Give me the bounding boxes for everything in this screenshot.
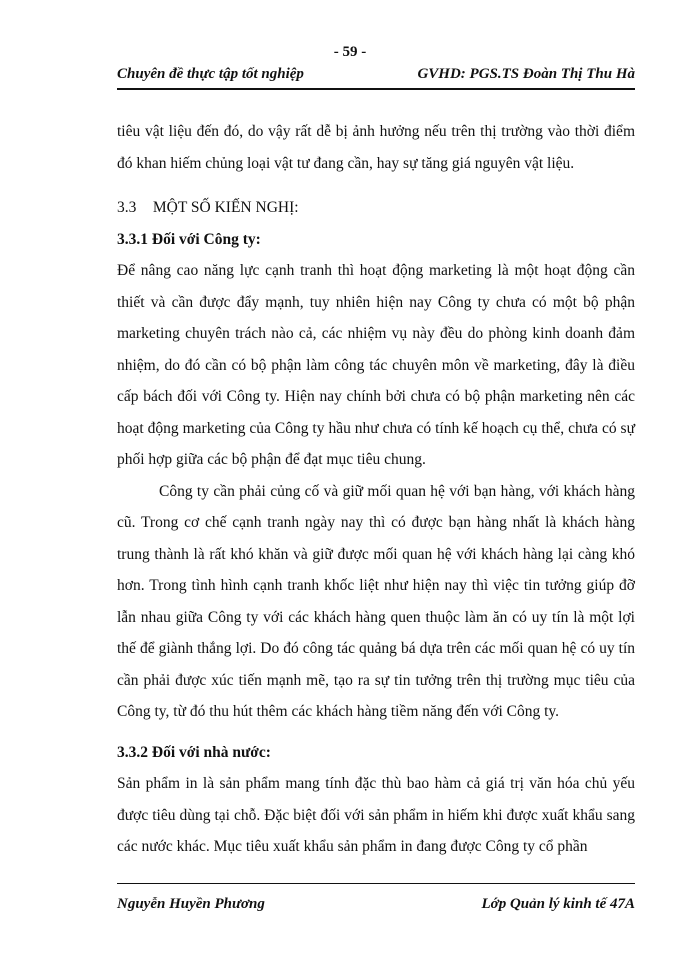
footer-class: Lớp Quản lý kinh tế 47A (481, 896, 635, 912)
footer-author: Nguyễn Huyền Phương (117, 896, 265, 912)
subsection-heading-company: 3.3.1 Đối với Công ty: (117, 230, 261, 248)
paragraph-state-1: Sản phẩm in là sản phẩm mang tính đặc thù bao hàm cả giá trị văn hóa chủ yếu được tiêu dùng tại chỗ. Đặc biệt đối với sản phẩm in hiếm khi được xuất khẩu sang các nước khác. Mục tiêu xuất khẩu sản phẩm in đang được Công ty cổ phần (117, 775, 635, 855)
intro-paragraph: tiêu vật liệu đến đó, do vậy rất dễ bị ảnh hưởng nếu trên thị trường vào thời điểm đó khan hiếm chủng loại vật tư đang cần, hay sự tăng giá nguyên vật liệu. (117, 123, 635, 172)
section-number: 3.3 (117, 199, 137, 216)
subsection-heading-state: 3.3.2 Đối với nhà nước: (117, 743, 271, 761)
page-header (117, 66, 635, 90)
page-footer (117, 883, 635, 918)
page-number: - 59 - (333, 44, 367, 60)
section-title: MỘT SỐ KIẾN NGHỊ: (152, 199, 299, 216)
paragraph-company-2: Công ty cần phải củng cố và giữ mối quan hệ với bạn hàng, với khách hàng cũ. Trong cơ chế cạnh tranh ngày nay thì có được bạn hàng nhất là khách hàng trung thành là rất khó khăn và giữ được mối quan hệ với khách hàng lại càng khó hơn. Trong tình hình cạnh tranh khốc liệt như hiện nay thì việc tin tưởng giúp đỡ lẫn nhau giữa Công ty với các khách hàng quen thuộc làm ăn có uy tín là một lợi thế để giành thắng lợi. Do đó công tác quảng bá dựa trên các mối quan hệ có uy tín cần phải được xúc tiến mạnh mẽ, tạo ra sự tin tưởng trên thị trường mục tiêu của Công ty, từ đó thu hút thêm các khách hàng tiềm năng đến với Công ty. (117, 482, 635, 720)
header-supervisor: GVHD: PGS.TS Đoàn Thị Thu Hà (417, 66, 635, 82)
document-body (117, 116, 635, 863)
section-heading (117, 192, 635, 224)
paragraph-company-1: Để nâng cao năng lực cạnh tranh thì hoạt động marketing là một hoạt động cần thiết và cần được đẩy mạnh, tuy nhiên hiện nay Công ty chưa có một bộ phận marketing chuyên trách nào cả, các nhiệm vụ này đều do phòng kinh doanh đảm nhiệm, do đó cần có bộ phận làm công tác chuyên môn về marketing, đây là điều cấp bách đối với Công ty. Hiện nay chính bởi chưa có bộ phận marketing nên các hoạt động marketing của Công ty hầu như chưa có tính kế hoạch cụ thể, chưa có sự phối hợp giữa các bộ phận để đạt mục tiêu chung. (117, 262, 635, 468)
header-document-title: Chuyên đề thực tập tốt nghiệp (117, 66, 304, 82)
